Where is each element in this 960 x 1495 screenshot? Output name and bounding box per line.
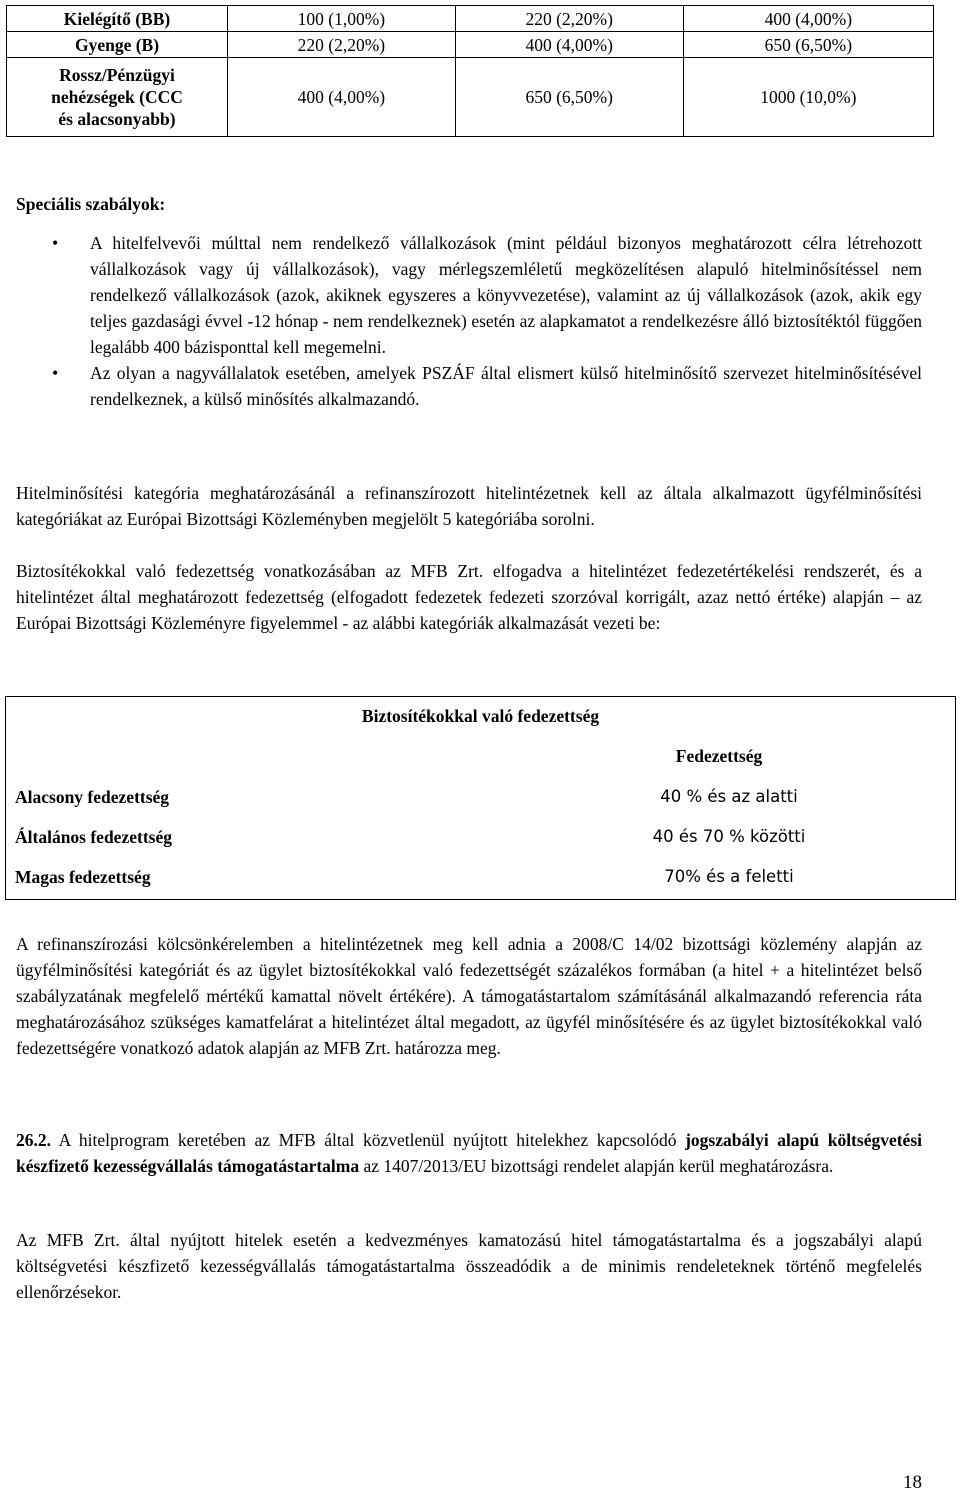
rating-table <box>6 5 934 137</box>
paragraph-rating-category: Hitelminősítési kategória meghatározásánál a refinanszírozott hitelintézetnek kell az általa alkalmazott ügyfélminősítési kategóriákat az Európai Bizottsági Közleményben megjelölt 5 kategóriába sorolni. <box>16 483 922 529</box>
coverage-value: 40 és 70 % közötti <box>652 827 806 846</box>
rating-label-line: nehézségek (CCC <box>51 87 183 107</box>
table-row <box>15 784 955 810</box>
rating-label-line: és alacsonyabb) <box>58 109 176 129</box>
paragraph-section-26-2 <box>16 1127 922 1179</box>
paragraph-refinancing: A refinanszírozási kölcsönkérelemben a hitelintézetnek meg kell adnia a 2008/C 14/02 bizottsági közlemény alapján az ügyfélminősítési kategóriát és az ügylet biztosítékokkal való fedezettségét százalékos formában (a hitel + a hitelintézet belső szabályzatának megfelelő mértékű kamattal növelt értékére). A támogatástartalom számításánál alkalmazandó referencia ráta meghatározásához szükséges kamatfelárat a hitelintézet által megadott, az ügyfél minősítésére és az ügylet biztosítékokkal való fedezettségére vonatkozó adatok alapján az MFB Zrt. határozza meg. <box>16 934 922 1058</box>
coverage-table-title: Biztosítékokkal való fedezettség <box>361 706 600 726</box>
coverage-label: Általános fedezettség <box>15 827 172 847</box>
coverage-value: 40 % és az alatti <box>660 787 798 806</box>
section-text: A hitelprogram keretében az MFB által közvetlenül nyújtott hitelekhez kapcsolódó <box>51 1130 686 1150</box>
rating-value: 220 (2,20%) <box>455 6 683 32</box>
section-number: 26.2. <box>16 1130 51 1150</box>
coverage-column-header: Fedezettség <box>675 746 763 766</box>
page-number: 18 <box>903 1472 922 1493</box>
paragraph-collateral: Biztosítékokkal való fedezettség vonatkozásában az MFB Zrt. elfogadva a hitelintézet fedezetértékelési rendszerét, és a hitelintézet által meghatározott fedezettség (elfogadott fedezetek fedezeti szorzóval korrigált, azaz nettó értéke) alapján – az Európai Bizottsági Közleményre figyelemmel - az alábbi kategóriák alkalmazását vezeti be: <box>16 561 922 633</box>
special-rules-heading: Speciális szabályok: <box>16 194 166 214</box>
rating-label: Gyenge (B) <box>7 32 228 58</box>
coverage-label: Alacsony fedezettség <box>15 787 170 807</box>
rating-value: 1000 (10,0%) <box>683 58 933 137</box>
rating-value: 400 (4,00%) <box>455 32 683 58</box>
rating-value: 650 (6,50%) <box>455 58 683 137</box>
rating-label-line: Rossz/Pénzügyi <box>59 65 175 85</box>
paragraph-de-minimis: Az MFB Zrt. által nyújtott hitelek esetén a kedvezményes kamatozású hitel támogatástartalma és a jogszabályi alapú költségvetési készfizető kezességvállalás támogatástartalma összeadódik a de minimis rendeleteknek történő megfelelés ellenőrzésekor. <box>16 1230 922 1302</box>
special-rules-list <box>0 230 960 412</box>
section-emphasis: jogszabályi alapú költségvetési készfizető kezességvállalás támogatástartalma <box>16 1130 922 1176</box>
table-row <box>15 864 955 890</box>
rating-value: 220 (2,20%) <box>228 32 456 58</box>
table-row <box>7 32 934 58</box>
rating-label: Kielégítő (BB) <box>7 6 228 32</box>
coverage-label: Magas fedezettség <box>15 867 151 887</box>
list-item: • Az olyan a nagyvállalatok esetében, amelyek PSZÁF által elismert külső hitelminősítő szervezet hitelminősítésével rendelkeznek, a külső minősítés alkalmazandó. <box>0 360 960 412</box>
rating-value: 400 (4,00%) <box>683 6 933 32</box>
table-row <box>15 824 955 850</box>
list-item: • A hitelfelvevői múlttal nem rendelkező vállalkozások (mint például bizonyos meghatározott célra létrehozott vállalkozások vagy új vállalkozások), vagy mérlegszemléletű megközelítésen alapuló hitelminősítéssel nem rendelkező vállalkozások (azok, akiknek egyszeres a könyvvezetése), valamint az új vállalkozások (azok, akik egy teljes gazdasági évvel -12 hónap - nem rendelkeznek) esetén az alapkamatot a rendelkezésre álló biztosítéktól függően legalább 400 bázisponttal kell megemelni. <box>0 230 960 360</box>
rating-label <box>7 58 228 137</box>
table-row <box>7 58 934 137</box>
rating-value: 650 (6,50%) <box>683 32 933 58</box>
section-text: az 1407/2013/EU bizottsági rendelet alapján kerül meghatározásra. <box>359 1156 834 1176</box>
rating-value: 100 (1,00%) <box>228 6 456 32</box>
coverage-table <box>5 696 956 900</box>
rating-value: 400 (4,00%) <box>228 58 456 137</box>
coverage-value: 70% és a feletti <box>664 867 794 886</box>
table-row <box>7 6 934 32</box>
